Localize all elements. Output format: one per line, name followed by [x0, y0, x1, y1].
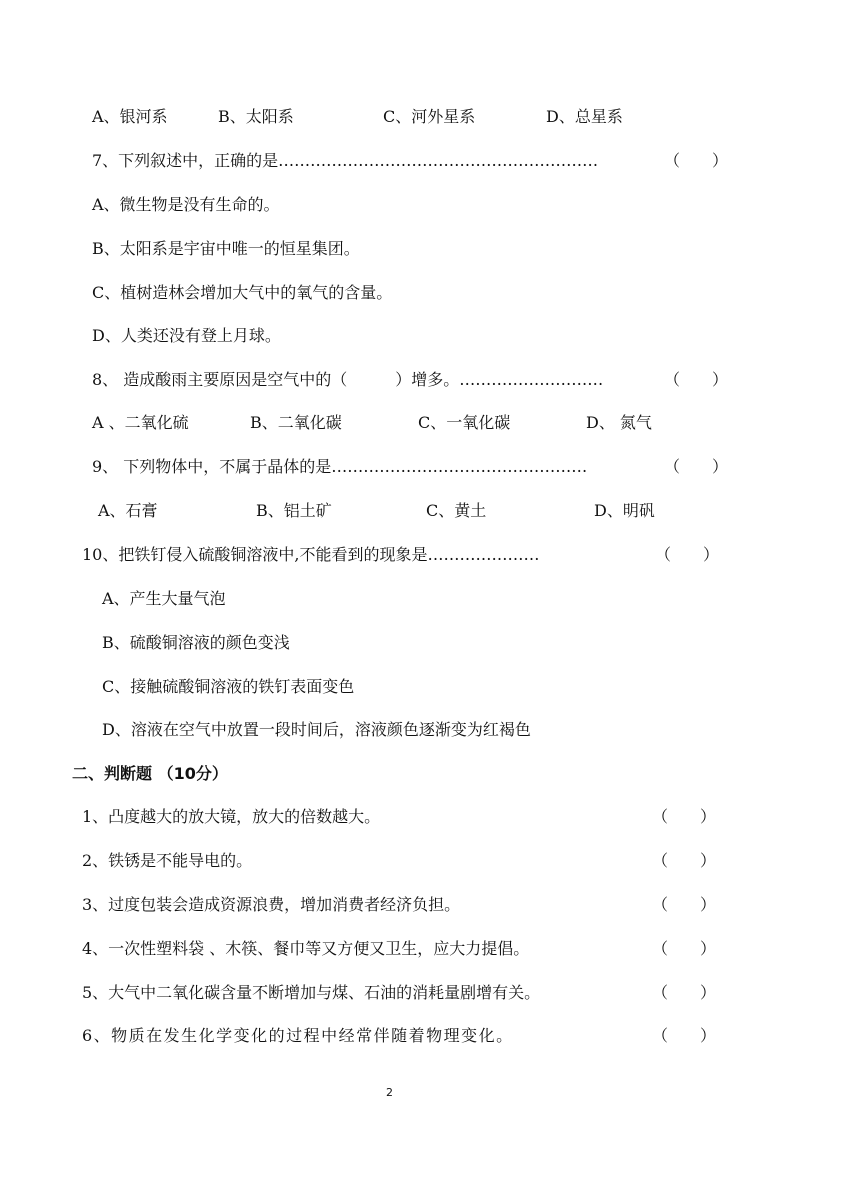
- q9-option-b: B、铝土矿: [256, 501, 332, 520]
- judgement-paren-2: （ ）: [652, 851, 717, 870]
- q7-answer-paren: （ ）: [664, 151, 729, 170]
- judgement-item-3: 3、过度包装会造成资源浪费，增加消费者经济负担。: [82, 895, 461, 914]
- q6-option-d: D、总星系: [546, 107, 623, 126]
- q10-option-a: A、产生大量气泡: [102, 589, 226, 608]
- q8-option-d: D、 氮气: [586, 413, 652, 432]
- q8-option-c: C、一氧化碳: [418, 413, 511, 432]
- q7-stem: 7、下列叙述中，正确的是……………………………………………………: [92, 151, 599, 170]
- q9-stem: 9、 下列物体中，不属于晶体的是…………………………………………: [92, 457, 588, 476]
- q10-stem: 10、把铁钉侵入硫酸铜溶液中,不能看到的现象是…………………: [82, 545, 540, 564]
- q8-answer-paren: （ ）: [664, 370, 729, 389]
- q8-stem: 8、 造成酸雨主要原因是空气中的（ ）增多。………………………: [92, 370, 604, 389]
- section-heading: 二、判断题 （10分）: [72, 764, 228, 783]
- q10-option-c: C、接触硫酸铜溶液的铁钉表面变色: [102, 677, 355, 696]
- q10-answer-paren: （ ）: [655, 545, 720, 564]
- judgement-item-1: 1、凸度越大的放大镜，放大的倍数越大。: [82, 807, 381, 826]
- judgement-paren-3: （ ）: [652, 895, 717, 914]
- q7-option-d: D、人类还没有登上月球。: [92, 326, 281, 345]
- q8-options-row: [0, 410, 861, 436]
- q8-option-b: B、二氧化碳: [250, 413, 342, 432]
- q10-option-b: B、硫酸铜溶液的颜色变浅: [102, 633, 290, 652]
- q6-option-b: B、太阳系: [218, 107, 294, 126]
- q7-option-c: C、植树造林会增加大气中的氧气的含量。: [92, 283, 393, 302]
- judgement-paren-1: （ ）: [652, 807, 717, 826]
- judgement-item-2: 2、铁锈是不能导电的。: [82, 851, 253, 870]
- page-number: 2: [386, 1086, 393, 1099]
- judgement-item-6: 6、物质在发生化学变化的过程中经常伴随着物理变化。: [82, 1026, 514, 1045]
- q9-option-d: D、明矾: [594, 501, 655, 520]
- q7-option-b: B、太阳系是宇宙中唯一的恒星集团。: [92, 239, 360, 258]
- q9-options-row: [0, 498, 861, 524]
- q8-option-a: A 、二氧化硫: [92, 413, 189, 432]
- q7-option-a: A、微生物是没有生命的。: [92, 195, 280, 214]
- q9-option-c: C、黄土: [426, 501, 487, 520]
- q6-option-a: A、银河系: [92, 107, 168, 126]
- judgement-paren-6: （ ）: [652, 1026, 717, 1045]
- q9-answer-paren: （ ）: [664, 457, 729, 476]
- q10-option-d: D、溶液在空气中放置一段时间后，溶液颜色逐渐变为红褐色: [102, 720, 531, 739]
- judgement-item-5: 5、大气中二氧化碳含量不断增加与煤、石油的消耗量剧增有关。: [82, 983, 541, 1002]
- q9-option-a: A、石膏: [98, 501, 158, 520]
- q6-options-row: [0, 104, 861, 130]
- judgement-paren-4: （ ）: [652, 939, 717, 958]
- judgement-paren-5: （ ）: [652, 983, 717, 1002]
- q6-option-c: C、河外星系: [383, 107, 476, 126]
- judgement-item-4: 4、一次性塑料袋 、木筷、餐巾等又方便又卫生，应大力提倡。: [82, 939, 530, 958]
